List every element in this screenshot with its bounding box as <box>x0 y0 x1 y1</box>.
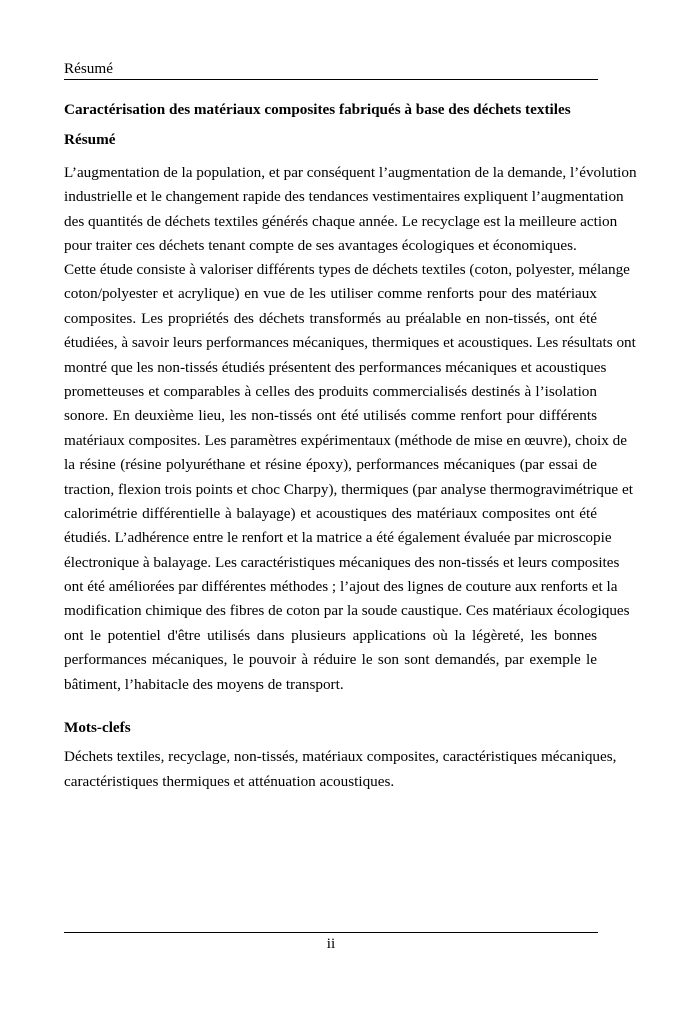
text-line: électronique à balayage. Les caractéristiques mécaniques des non-tissés et leurs composites <box>64 553 620 571</box>
text-line: ont été améliorées par différentes méthodes ; l’ajout des lignes de couture aux renforts et la <box>64 578 618 596</box>
running-head: Résumé <box>64 60 113 77</box>
text-line: L’augmentation de la population, et par conséquent l’augmentation de la demande, l’évolution <box>64 164 637 181</box>
text-line: montré que les non-tissés étudiés présentent des performances mécaniques et acoustiques <box>64 358 607 376</box>
text-line: Déchets textiles, recyclage, non-tissés, matériaux composites, caractéristiques mécaniques, <box>64 748 617 765</box>
text-line: modification chimique des fibres de coton par la soude caustique. Ces matériaux écologiques <box>64 602 630 620</box>
text-line: industrielle et le changement rapide des tendances vestimentaires expliquent l’augmentation <box>64 188 624 206</box>
text-line: Cette étude consiste à valoriser différents types de déchets textiles (coton, polyester, mélange <box>64 261 630 278</box>
header-rule <box>64 79 598 80</box>
text-line: composites. Les propriétés des déchets transformés au préalable en non-tissés, ont été <box>64 309 597 327</box>
text-line: calorimétrie différentielle à balayage) et acoustiques des matériaux composites ont été <box>64 504 597 522</box>
text-line: bâtiment, l’habitacle des moyens de transport. <box>64 675 344 693</box>
text-line: caractéristiques thermiques et atténuation acoustiques. <box>64 773 395 790</box>
text-line: la résine (résine polyuréthane et résine époxy), performances mécaniques (par essai de <box>64 456 597 474</box>
text-line: prometteuses et comparables à celles des produits commercialisés destinés à l’isolation <box>64 382 597 400</box>
text-line: traction, flexion trois points et choc Charpy), thermiques (par analyse thermogravimétrique et <box>64 480 633 498</box>
text-line: coton/polyester et acrylique) en vue de les utiliser comme renforts pour des matériaux <box>64 285 597 303</box>
footer-rule <box>64 932 598 933</box>
abstract-paragraph-2 <box>64 258 636 697</box>
keywords-heading: Mots-clefs <box>64 719 131 736</box>
document-title: Caractérisation des matériaux composites fabriqués à base des déchets textiles <box>64 101 571 118</box>
abstract-heading: Résumé <box>64 131 116 148</box>
text-line: matériaux composites. Les paramètres expérimentaux (méthode de mise en œuvre), choix de <box>64 431 627 449</box>
text-line: étudiées, à savoir leurs performances mécaniques, thermiques et acoustiques. Les résultats ont <box>64 334 636 352</box>
text-line: sonore. En deuxième lieu, les non-tissés ont été utilisés comme renfort pour différents <box>64 407 597 425</box>
page-number: ii <box>326 935 336 952</box>
text-line: étudiés. L’adhérence entre le renfort et la matrice a été également évaluée par microscopie <box>64 529 612 547</box>
abstract-paragraph-1 <box>64 161 637 259</box>
text-line: pour traiter ces déchets tenant compte de ses avantages écologiques et économiques. <box>64 237 577 255</box>
text-line: des quantités de déchets textiles générés chaque année. Le recyclage est la meilleure action <box>64 212 618 230</box>
text-line: ont le potentiel d'être utilisés dans plusieurs applications où la légèreté, les bonnes <box>64 626 597 644</box>
text-line: performances mécaniques, le pouvoir à réduire le son sont demandés, par exemple le <box>64 651 597 669</box>
keywords-text <box>64 744 617 794</box>
